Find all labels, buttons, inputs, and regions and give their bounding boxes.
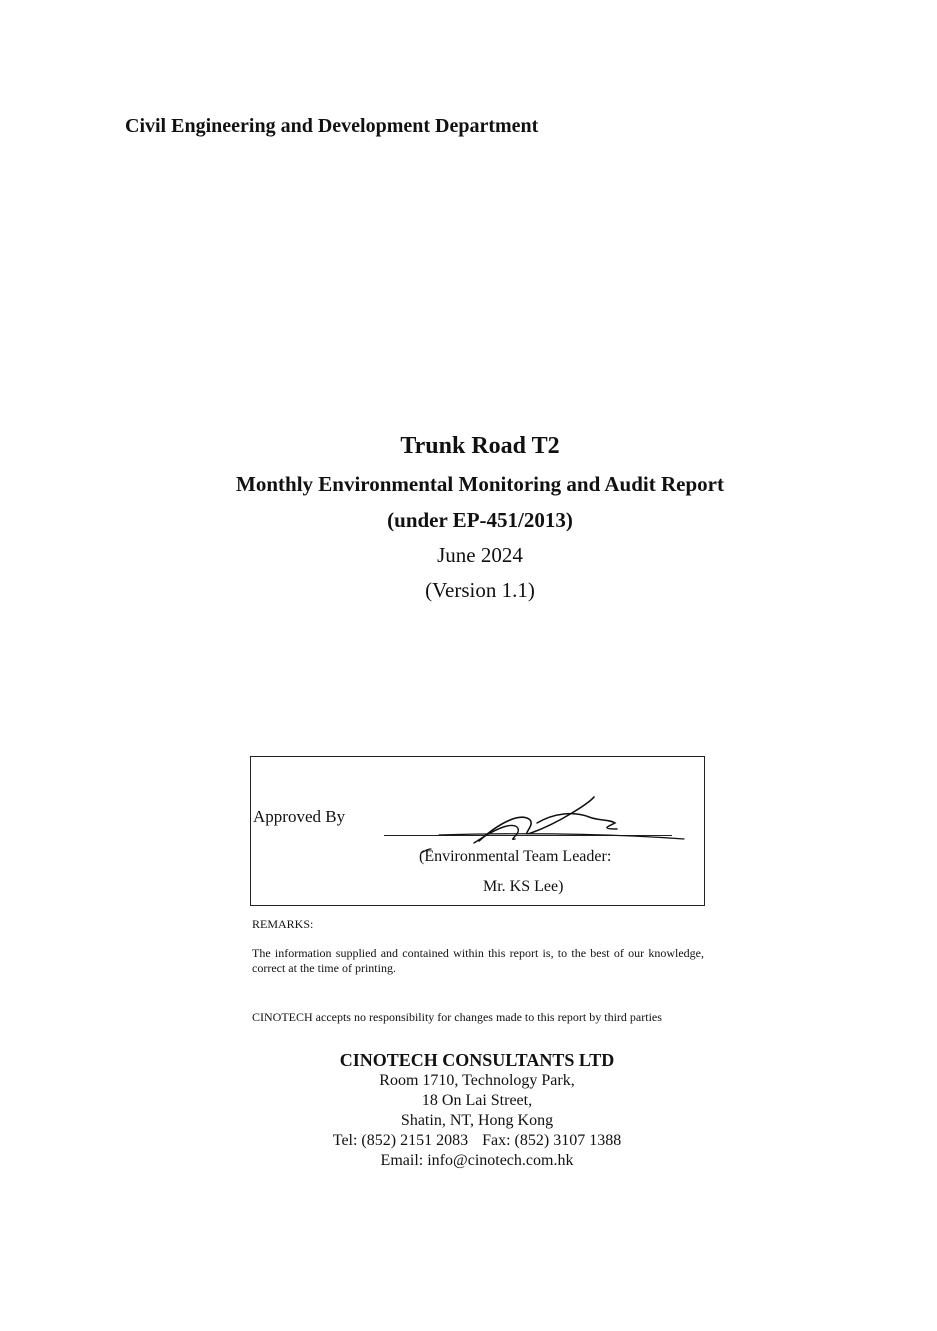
email-line: Email: info@cinotech.com.hk xyxy=(380,1152,574,1169)
contact-phone-line xyxy=(297,1131,657,1151)
address-line-1: Room 1710, Technology Park, xyxy=(379,1072,575,1089)
fax: Fax: (852) 3107 1388 xyxy=(482,1132,622,1149)
permit-number: (under EP-451/2013) xyxy=(387,508,573,532)
company-name: CINOTECH CONSULTANTS LTD xyxy=(339,1050,615,1070)
remarks-label: REMARKS: xyxy=(252,917,314,931)
disclaimer-text: CINOTECH accepts no responsibility for changes made to this report by third parties xyxy=(252,1010,662,1024)
address-line-2: 18 On Lai Street, xyxy=(421,1092,533,1109)
signer-name: Mr. KS Lee) xyxy=(483,878,564,895)
remarks-text: The information supplied and contained within this report is, to the best of our knowledge, correct at the time of printing. xyxy=(252,946,704,975)
approved-by-label: Approved By xyxy=(253,807,346,826)
department-name: Civil Engineering and Development Department xyxy=(125,115,539,137)
report-version: (Version 1.1) xyxy=(425,578,535,602)
approval-box xyxy=(250,756,705,906)
signature-mark xyxy=(419,793,689,855)
report-title: Trunk Road T2 xyxy=(400,433,560,459)
address-line-3: Shatin, NT, Hong Kong xyxy=(400,1112,554,1129)
telephone: Tel: (852) 2151 2083 xyxy=(332,1132,469,1149)
signer-role: (Environmental Team Leader: xyxy=(419,848,612,865)
report-date: June 2024 xyxy=(437,543,523,567)
report-subtitle: Monthly Environmental Monitoring and Audit Report xyxy=(236,472,724,496)
